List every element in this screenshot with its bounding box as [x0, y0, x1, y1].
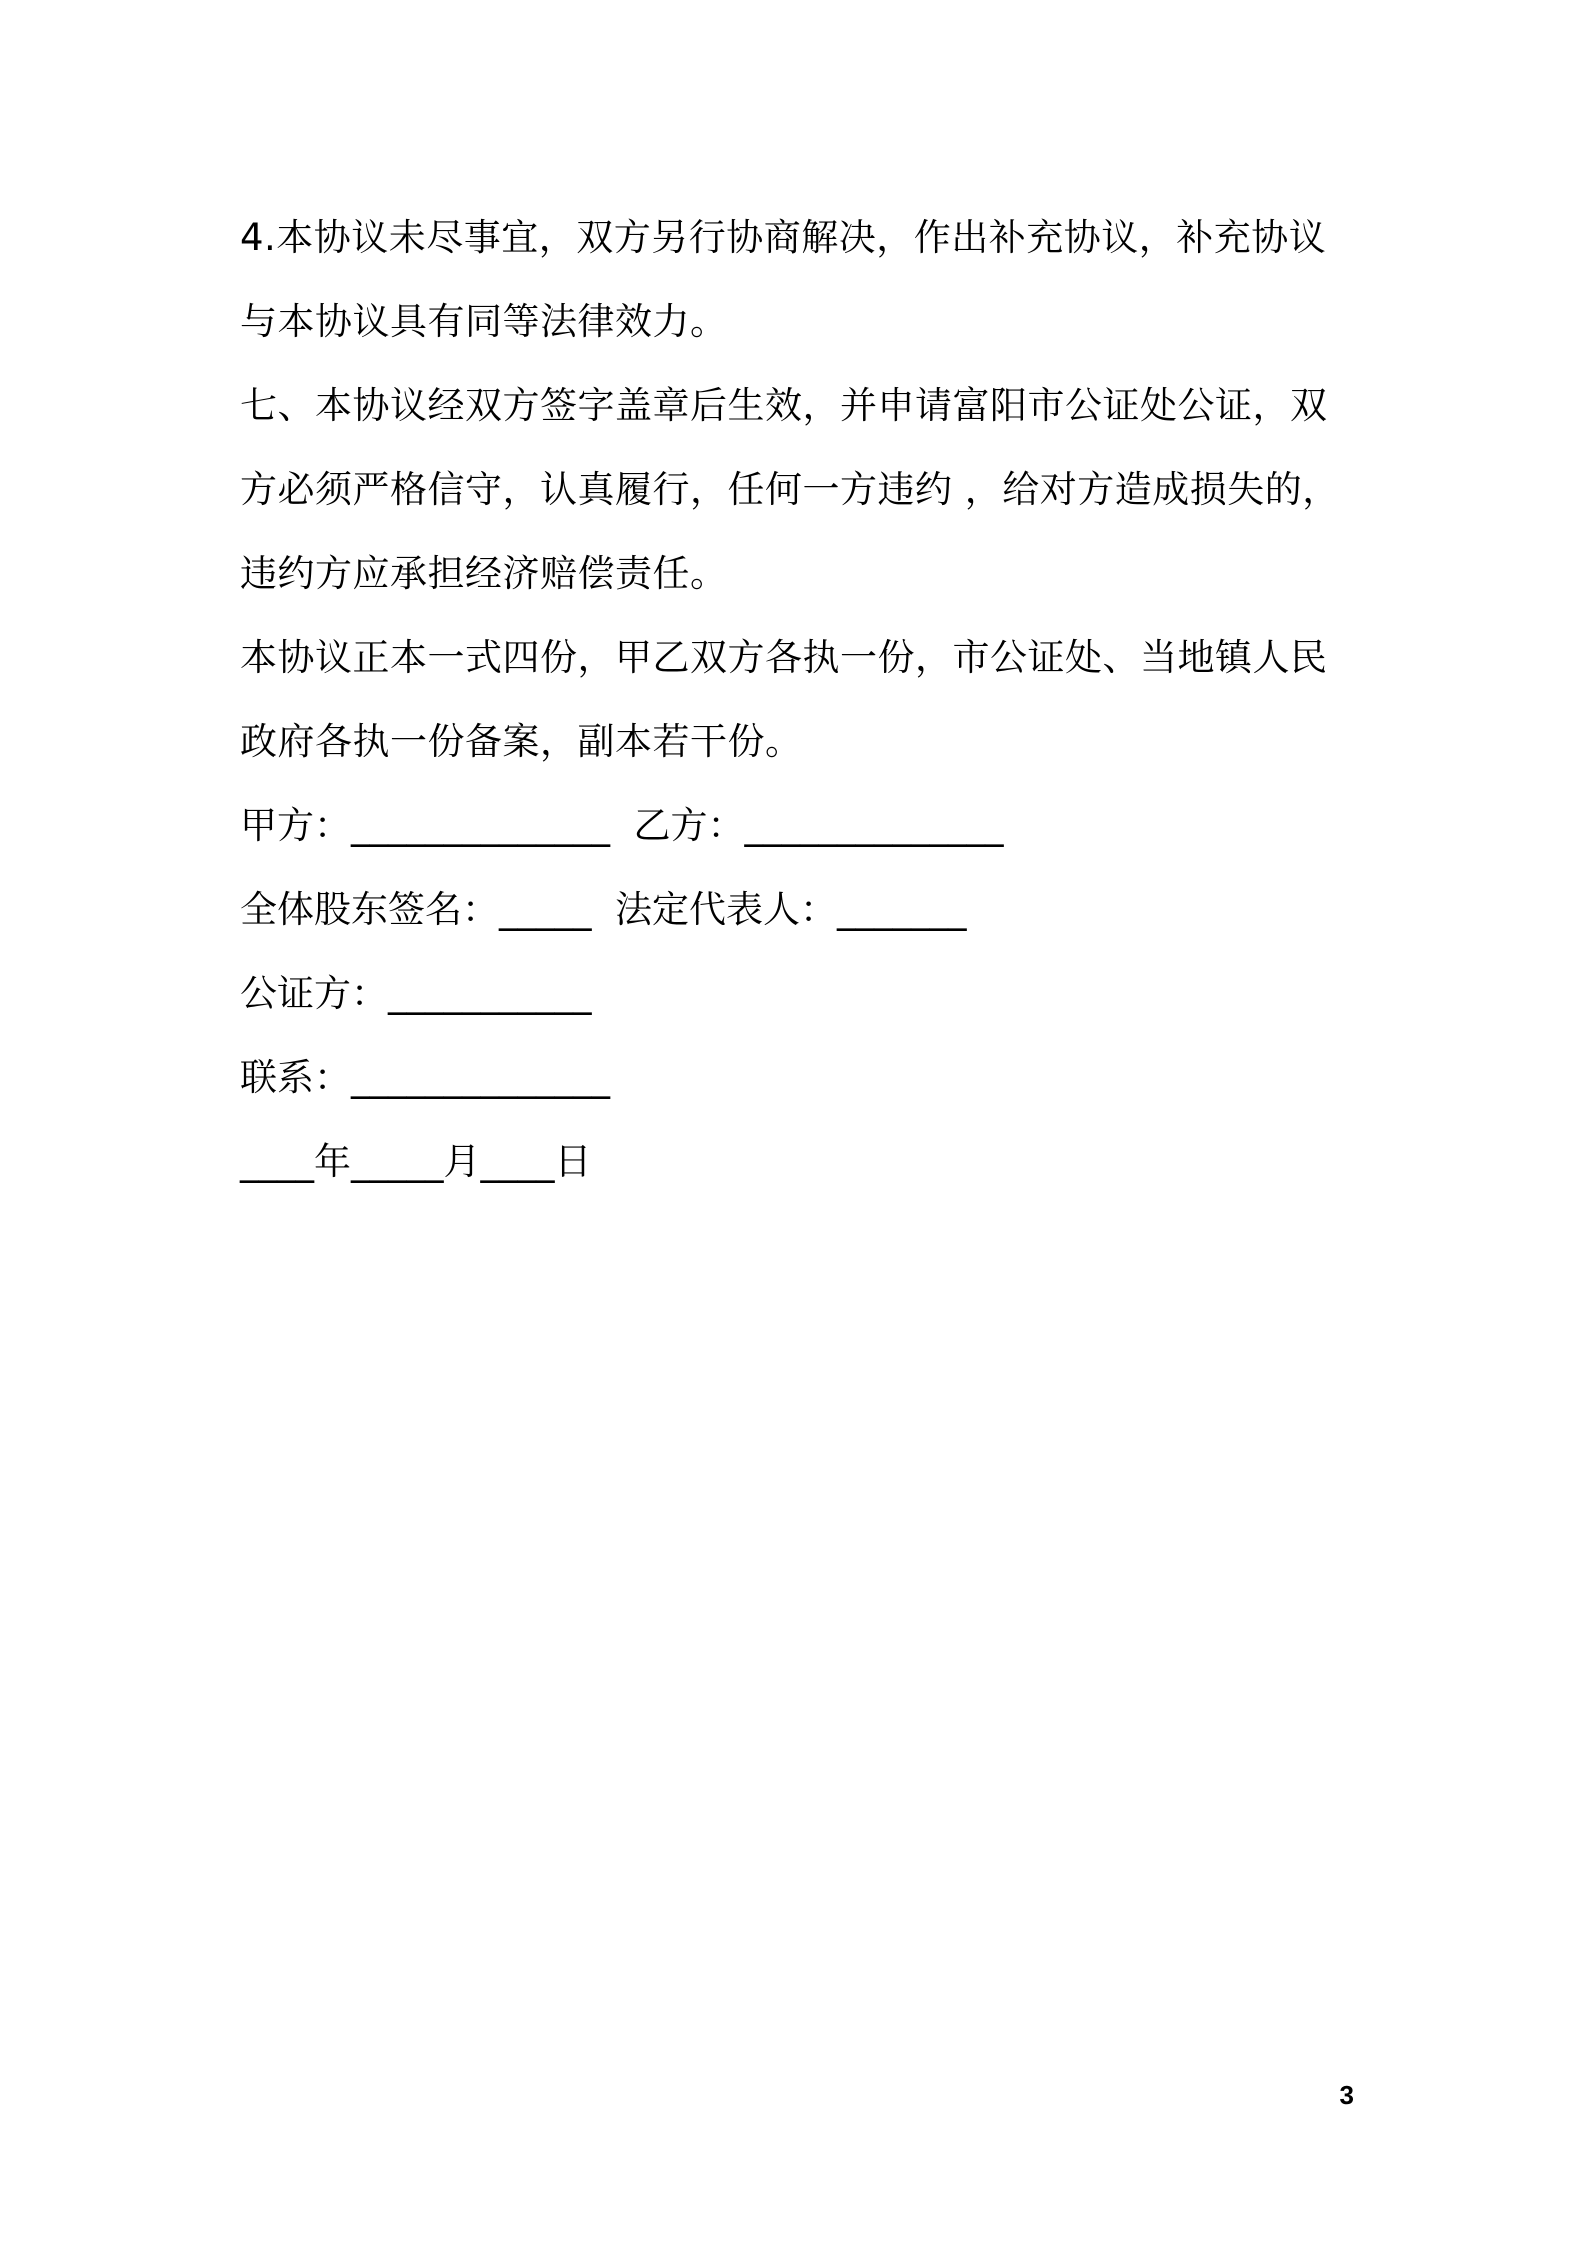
signature-notary: 公证方：___________ [240, 972, 592, 1015]
paragraph-copies-clause: 本协议正本一式四份，甲乙双方各执一份，市公证处、当地镇人民政府各执一份备案，副本若干份。 [240, 636, 1328, 763]
paragraph-effectiveness-clause: 七、本协议经双方签字盖章后生效，并申请富阳市公证处公证，双方必须严格信守，认真履行，任何一方违约 ，给对方造成损失的，违约方应承担经济赔偿责任。 [240, 384, 1340, 595]
document-body [240, 196, 1360, 1204]
signature-date: ____年_____月____日 [240, 1140, 592, 1183]
signature-party-a-b: 甲方：______________ 乙方：______________ [240, 804, 1004, 847]
paragraph-supplementary-agreement: 4.本协议未尽事宜，双方另行协商解决，作出补充协议，补充协议与本协议具有同等法律效力。 [240, 216, 1327, 343]
signature-contact: 联系：______________ [240, 1056, 610, 1099]
page-number: 3 [1339, 2080, 1354, 2110]
signature-shareholders-representative: 全体股东签名：_____ 法定代表人：_______ [240, 888, 967, 931]
